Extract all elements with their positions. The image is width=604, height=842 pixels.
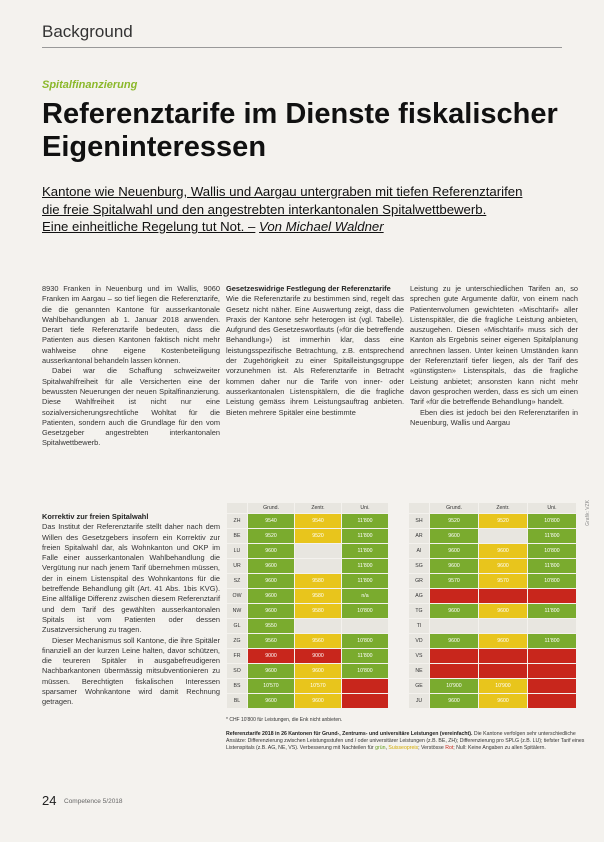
article-author: Von Michael Waldner [259,219,384,234]
tariff-cell: 11'800 [342,544,389,559]
tariff-cell: 11'800 [342,649,389,664]
tariff-cell: 10'800 [342,604,389,619]
table-header-row [409,503,577,514]
table-row [227,649,389,664]
column-1 [42,284,220,449]
caption-text: ; Verstösse [418,745,444,751]
tariff-cell: 9570 [430,574,479,589]
table-footnote: * CHF 10'800 für Leistungen, die Enk nicht anbieten. [226,717,343,723]
tariff-cell: 9550 [248,619,295,634]
canton-code: SG [409,559,430,574]
tariff-table-right [408,502,577,709]
canton-code: VD [409,634,430,649]
journal-name: Competence 5/2018 [64,798,123,805]
tariff-cell: 10'900 [479,679,528,694]
tariff-cell: 11'800 [342,514,389,529]
tariff-cell [528,589,577,604]
column-3 [410,284,578,428]
tariff-cell: 9600 [430,529,479,544]
canton-code: GE [409,679,430,694]
tariff-cell: 9600 [479,634,528,649]
table-header-blank [227,503,248,514]
canton-code: SZ [227,574,248,589]
tariff-cell: 9600 [248,559,295,574]
canton-code: BS [227,679,248,694]
tariff-cell [295,544,342,559]
tariff-cell: 9570 [479,574,528,589]
tariff-cell: 9520 [479,514,528,529]
tariff-cell [479,664,528,679]
paragraph: Leistung zu je unterschiedlichen Tarifen an, so sprechen gute Argumente dafür, von einem nach Patientenvolumen gewichteten «Mischtarif» aller Listenspitäler, die die fragliche Leistung anbieten, auszugehen. Diesen «Mischtarif» muss sich der Kanton als Ergebnis seiner eigenen Spitalplanung anrechnen lassen. Unter keinen Umständen kann der Referenztarif tiefer liegen, als der Tarif des «günstigsten» Listenspitals, das die fragliche Leistung anbietet; ansonsten kann nicht mehr davon gesprochen werden, dass es sich um einen Tarif «für die betreffende Behandlung» handelt. [410,284,578,407]
tariff-cell: 9600 [430,634,479,649]
tariff-cell: 9600 [430,559,479,574]
tariff-cell: 9520 [248,529,295,544]
tariff-cell: 10'800 [528,514,577,529]
tariff-cell: 11'800 [528,634,577,649]
caption-title: Referenztarife 2018 in 26 Kantonen für Grund-, Zentrums- und universitäre Leistungen (vereinfacht). [226,731,473,737]
tariff-cell [430,589,479,604]
canton-code: AR [409,529,430,544]
tariff-cell: 9600 [248,574,295,589]
tariff-cell: 9600 [430,544,479,559]
canton-code: AG [409,589,430,604]
table-row [409,679,577,694]
tariff-cell: 9600 [430,604,479,619]
canton-code: TI [409,619,430,634]
table-row [227,679,389,694]
table-header-cell: Zentr. [479,503,528,514]
tariff-cell [430,664,479,679]
table-row [409,604,577,619]
table-row [227,574,389,589]
table-header-blank [409,503,430,514]
canton-code: BL [227,694,248,709]
tariff-cell [528,679,577,694]
table-header-cell: Uni. [528,503,577,514]
lead-line-3: Eine einheitliche Regelung tut Not. – [42,219,256,234]
table-row [409,664,577,679]
tariff-cell [342,694,389,709]
table-row [409,574,577,589]
article-title: Referenztarife im Dienste fiskalischer Eigeninteressen [42,98,558,163]
caption-yellow: Suisseopreis [388,745,419,751]
canton-code: GL [227,619,248,634]
tariff-cell: 9520 [430,514,479,529]
table-row [227,529,389,544]
canton-code: JU [409,694,430,709]
table-header-cell: Grund. [430,503,479,514]
tariff-cell: 9580 [295,589,342,604]
tariff-cell [295,559,342,574]
tariff-cell: 11'800 [342,574,389,589]
tariff-cell [479,619,528,634]
canton-code: AI [409,544,430,559]
tariff-cell: 10'570 [295,679,342,694]
table-row [409,649,577,664]
tariff-cell [430,649,479,664]
canton-code: BE [227,529,248,544]
caption-text: Die Kantone verfolgen sehr unterschiedliche Ansätze: Differenzierung zwischen Leistungsstufen und / oder universitärer Leistungen (z.B. BE, ZH); Differenzierung pro SPLG (z.B. LU); tiefster Tarif eines Listenspitals (z.B. AG, NE, VS). Verbesserung mit Nachteilen für [226,731,585,751]
column-1-lower [42,512,220,708]
tariff-cell: 9540 [248,514,295,529]
tariff-cell [479,589,528,604]
canton-code: ZH [227,514,248,529]
table-row [227,589,389,604]
canton-code: TG [409,604,430,619]
tariff-cell: 11'800 [528,604,577,619]
table-row [227,634,389,649]
table-row [227,694,389,709]
table-row [409,514,577,529]
table-row [409,634,577,649]
canton-code: SH [409,514,430,529]
tariff-cell: 10'800 [342,664,389,679]
tariff-cell: 9600 [479,544,528,559]
tariff-cell: 10'570 [248,679,295,694]
tariff-cell [342,679,389,694]
tariff-cell: 10'900 [430,679,479,694]
table-row [409,544,577,559]
canton-code: FR [227,649,248,664]
table-header-cell: Zentr. [295,503,342,514]
tariff-cell: 11'800 [528,559,577,574]
tariff-cell: 9520 [295,529,342,544]
article-lead [42,183,572,236]
tariff-cell: 9600 [248,664,295,679]
tariff-cell: 9580 [295,574,342,589]
tariff-cell: 9000 [248,649,295,664]
tariff-table-left [226,502,389,709]
caption-text: ; Null: Keine Angaben zu allen Spitälern. [453,745,546,751]
table-row [227,664,389,679]
graphic-credit: Grafik: VZK [585,500,591,526]
paragraph: Dieser Mechanismus soll Kantone, die ihre Spitäler finanziell an der kurzen Leine halten, davor schützen, die teureren Spitäler in ausgabefreudigeren Nachbarkantonen übermässig mitsubventionieren zu müssen. Berechtigten fiskalischen Interessen sparsamer Wohnkantone wird damit Rechnung getragen. [42,635,220,707]
tariff-cell: n/a [342,589,389,604]
tariff-cell: 9600 [479,604,528,619]
section-label: Background [42,22,133,41]
tariff-cell [528,649,577,664]
tariff-cell: 9560 [248,634,295,649]
canton-code: NE [409,664,430,679]
canton-code: SO [227,664,248,679]
tariff-cell: 9000 [295,649,342,664]
tariff-cell [528,694,577,709]
divider [42,47,562,48]
paragraph: Eben dies ist jedoch bei den Referenztarifen in Neuenburg, Wallis und Aargau [410,407,578,427]
canton-code: NW [227,604,248,619]
canton-code: VS [409,649,430,664]
tariff-cell: 9600 [479,559,528,574]
tariff-cell: 9600 [248,604,295,619]
table-caption [226,731,586,752]
tariff-cell: 9600 [295,694,342,709]
table-row [409,589,577,604]
tariff-cell: 11'800 [342,529,389,544]
page-number: 24 [42,793,57,808]
table-header-row [227,503,389,514]
table-row [409,694,577,709]
paragraph: 8930 Franken in Neuenburg und im Wallis, 9060 Franken im Aargau – so tief liegen die Referenztarife, die die genannten Kantone für ausserkantonale Wahlbehandlungen ab 1. Januar 2018 anwenden. Derart tiefe Referenztarife bedeuten, dass die Patienten aus diesen Kantonen faktisch nicht mehr wahlweise ohne eigene Kostenbeteiligung ausserkantonal behandeln lassen können. [42,284,220,366]
table-row [409,529,577,544]
article-kicker: Spitalfinanzierung [42,79,138,91]
caption-text: , [385,745,387,751]
paragraph: Dabei war die Schaffung schweizweiter Spitalwahlfreiheit für alle Versicherten eine der bewussten Neuerungen der neuen Spitalfinanzierung. Diese Wahlfreiheit ist nicht nur eine sozialversicherungsrechtliche Wohltat für die Patienten, sondern auch die Grundlage für den vom Gesetzgeber angestrebten interkantonalen Spitalwettbewerb. [42,366,220,448]
tariff-cell: 11'800 [528,529,577,544]
table-row [409,559,577,574]
tariff-cell: 9600 [248,589,295,604]
table-row [227,514,389,529]
tariff-cell: 9580 [295,604,342,619]
canton-code: LU [227,544,248,559]
canton-code: OW [227,589,248,604]
tariff-cell: 9600 [248,544,295,559]
tariff-cell: 10'800 [528,574,577,589]
tariff-cell: 9600 [248,694,295,709]
table-header-cell: Uni. [342,503,389,514]
tariff-cell: 9600 [430,694,479,709]
paragraph: Wie die Referenztarife zu bestimmen sind, regelt das Gesetz nicht näher. Eine Auswertung zeigt, dass die Praxis der Kantone sehr heterogen ist (vgl. Tabelle). Aufgrund des Gesetzeswortlauts («für die betreffende Behandlung») ist immerhin klar, dass eine leistungsspezifische Betrachtung, z.B. entsprechend der Zugehörigkeit zu einer Spitalleistungsgruppe vorzunehmen ist. Als Referenztarife in Betracht kommen daher nur die Tarife von inner- oder ausserkantonalen Listenspitälern, die die fragliche Leistung gemäss ihrem Leistungsauftrag anbieten. Bieten mehrere Spitäler eine bestimmte [226,294,404,417]
tariff-cell [342,619,389,634]
lead-line-2: die freie Spitalwahl und den angestrebten interkantonalen Spitalwettbewerb. [42,201,487,217]
subheading: Korrektiv zur freien Spitalwahl [42,512,149,521]
canton-code: ZG [227,634,248,649]
tariff-cell: 9560 [295,634,342,649]
table-row [227,559,389,574]
tariff-cell [430,619,479,634]
canton-code: UR [227,559,248,574]
table-header-cell: Grund. [248,503,295,514]
tariff-cell [479,529,528,544]
canton-code: GR [409,574,430,589]
lead-line-1: Kantone wie Neuenburg, Wallis und Aargau untergraben mit tiefen Referenztarifen [42,184,523,199]
tariff-cell: 10'800 [342,634,389,649]
tariff-cell: 10'800 [528,544,577,559]
column-2 [226,284,404,418]
tariff-cell: 9540 [295,514,342,529]
caption-green: grün [375,745,386,751]
table-row [227,604,389,619]
table-row [409,619,577,634]
tariff-cell [528,664,577,679]
tariff-cell: 9600 [295,664,342,679]
tariff-cell: 11'800 [342,559,389,574]
table-row [227,619,389,634]
subheading: Gesetzeswidrige Festlegung der Referenztarife [226,284,391,293]
tariff-cell [295,619,342,634]
tariff-cell: 9600 [479,694,528,709]
caption-red: Rot [445,745,454,751]
table-row [227,544,389,559]
tariff-cell [479,649,528,664]
tariff-cell [528,619,577,634]
paragraph: Das Institut der Referenztarife stellt daher nach dem Willen des Gesetzgebers insofern ein Korrektiv zur freien Spitalwahl dar, als Wohnkanton und OKP im Falle einer ausserkantonalen Wahlbehandlung die Vergütung nur nach jenem Tarif übernehmen müssen, der in einem Listenspital des Wohnkantons für die betreffende Behandlung gilt (Art. 41 Abs. 1bis KVG). Eine allfällige Differenz zwischen diesem Referenztarif und dem Tarif des gewählten ausserkantonalen Spitals ist vom Patienten oder dessen Zusatzversicherung zu tragen. [42,522,220,635]
